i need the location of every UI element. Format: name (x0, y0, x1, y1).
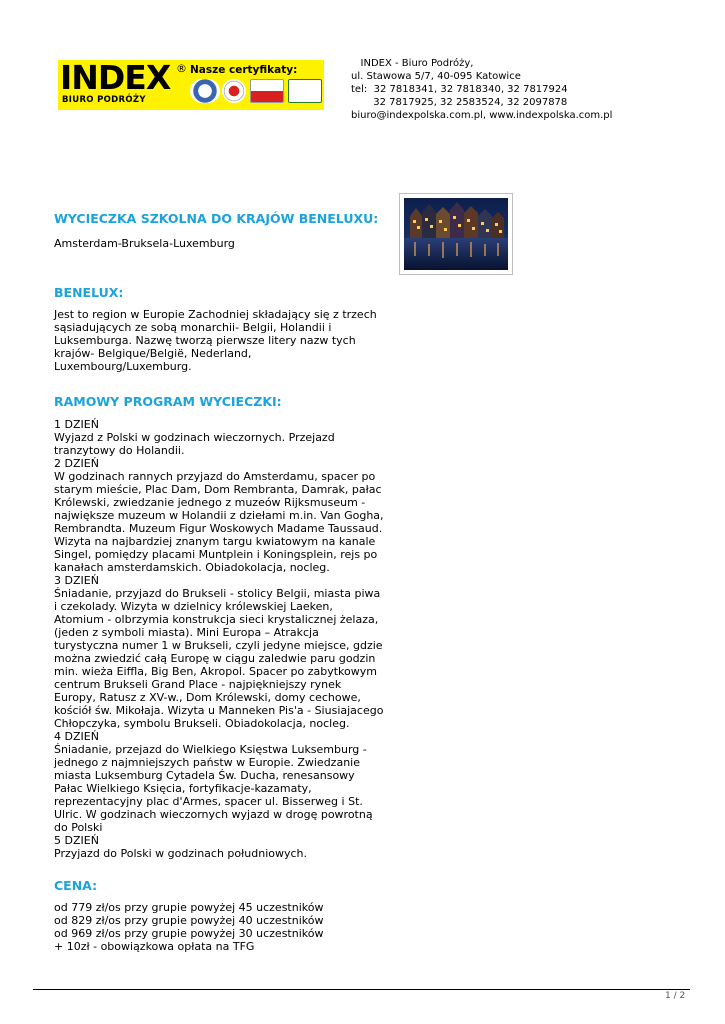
price-line: od 779 zł/os przy grupie powyżej 45 uczestników (54, 901, 324, 914)
company-line: 32 7817925, 32 2583524, 32 2097878 (351, 97, 568, 108)
day-label: 4 DZIEŃ (54, 730, 99, 743)
day-description: Śniadanie, przejazd do Wielkiego Księstwa Luksemburg - jednego z najmniejszych państw w Europie. Zwiedzanie miasta Luksemburg Cytadela Św. Ducha, renesansowy Pałac Wielkiego Księcia, fortyfikacje-kazamaty, reprezentacyjny plac d'Armes, spacer ul. Bisserweg i St. Ulric. W godzinach wieczornych wyjazd w drogę powrotną do Polski (54, 743, 373, 834)
company-line: biuro@indexpolska.com.pl, www.indexpolska.com.pl (351, 110, 613, 121)
company-line: tel: 32 7818341, 32 7818340, 32 7817924 (351, 84, 568, 95)
index-logo (58, 60, 324, 110)
trip-title: WYCIECZKA SZKOLNA DO KRAJÓW BENELUXU: (54, 211, 379, 226)
footer-divider (33, 989, 690, 990)
amsterdam-canal-photo (399, 193, 513, 275)
company-contact (351, 57, 651, 122)
program-title: RAMOWY PROGRAM WYCIECZKI: (54, 394, 282, 409)
logo-subtitle: BIURO PODRÓŻY (62, 95, 146, 105)
certificate-badge-pit-icon (190, 79, 220, 103)
amsterdam-canal-night-image (404, 198, 508, 270)
certificate-badge-polska-icon (250, 79, 284, 103)
price-list (54, 901, 394, 953)
day-description: Przyjazd do Polski w godzinach południowych. (54, 847, 308, 860)
company-line: INDEX - Biuro Podróży, (351, 58, 474, 69)
logo-brand: INDEX (60, 58, 171, 97)
day-description: Śniadanie, przyjazd do Brukseli - stolicy Belgii, miasta piwa i czekolady. Wizyta w dzielnicy królewskiej Laeken, Atomium - olbrzymia konstrukcja sieci krystalicznej żelaza, (jeden z symboli miasta). Mini Europa – Atrakcja turystyczna numer 1 w Brukseli, czyli jedyne miejsce, gdzie można zwiedzić całą Europę w ciągu zaledwie paru godzin min. wieża Eiffla, Big Ben, Akropol. Spacer po zabytkowym centrum Brukseli Grand Place - najpiękniejszy rynek Europy, Ratusz z XV-w., Dom Królewski, domy cechowe, kościół św. Mikołaja. Wizyta u Manneken Pis'a - Siusiajacego Chłopczyka, symbolu Brukseli. Obiadokolacja, nocleg. (54, 587, 384, 730)
program-days (54, 418, 384, 860)
price-line: + 10zł - obowiązkowa opłata na TFG (54, 940, 255, 953)
day-label: 3 DZIEŃ (54, 574, 99, 587)
day-description: W godzinach rannych przyjazd do Amsterdamu, spacer po starym mieście, Plac Dam, Dom Rembranta, Damrak, pałac Królewski, zwiedzanie jednego z muzeów Rijksmuseum - największe muzeum w Holandii z dziełami m.in. Van Gogha, Rembrandta. Muzeum Figur Woskowych Madame Taussaud. Wizyta na najbardziej znanym targu kwiatowym na kanale Singel, pomiędzy placami Muntplein i Koningsplein, rejs po kanałach amsterdamskich. Obiadokolacja, nocleg. (54, 470, 384, 574)
price-line: od 829 zł/os przy grupie powyżej 40 uczestników (54, 914, 324, 927)
benelux-title: BENELUX: (54, 285, 124, 300)
certificates-label: Nasze certyfikaty: (190, 64, 298, 76)
day-label: 1 DZIEŃ (54, 418, 99, 431)
certificate-badge-rzetelna-icon (288, 79, 322, 103)
page-number: 1 / 2 (665, 991, 686, 1001)
benelux-description: Jest to region w Europie Zachodniej składający się z trzech sąsiadujących ze sobą monarchii- Belgii, Holandii i Luksemburga. Nazwę tworzą pierwsze litery nazw tych krajów- Belgique/België, Nederland, Luxembourg/Luxemburg. (54, 308, 377, 373)
day-label: 2 DZIEŃ (54, 457, 99, 470)
certificate-badge-poland-icon (222, 79, 246, 103)
company-line: ul. Stawowa 5/7, 40-095 Katowice (351, 71, 521, 82)
registered-mark: ® (176, 62, 187, 75)
trip-route: Amsterdam-Bruksela-Luxemburg (54, 237, 235, 250)
day-description: Wyjazd z Polski w godzinach wieczornych. Przejazd tranzytowy do Holandii. (54, 431, 335, 457)
price-title: CENA: (54, 878, 98, 893)
price-line: od 969 zł/os przy grupie powyżej 30 uczestników (54, 927, 324, 940)
day-label: 5 DZIEŃ (54, 834, 99, 847)
